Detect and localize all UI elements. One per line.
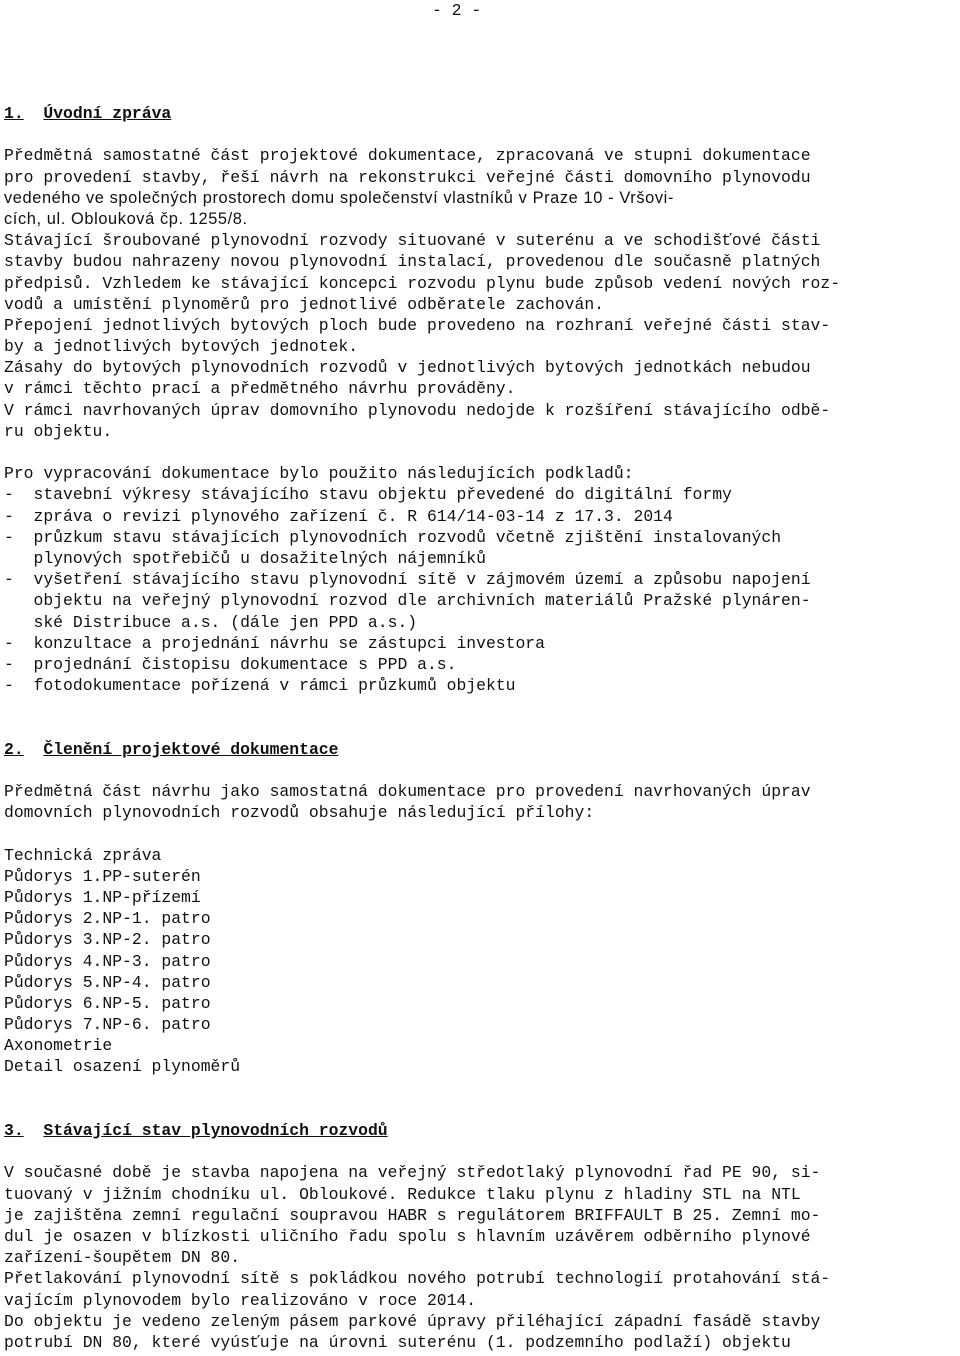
section-1-paragraph bbox=[4, 145, 954, 442]
section-2-paragraph bbox=[4, 781, 954, 823]
section-2-number: 2. bbox=[4, 739, 24, 759]
section-1-number: 1. bbox=[4, 104, 24, 123]
text-line: vedeného ve společných prostorech domu společenství vlastníků v Praze 10 - Vršovi- bbox=[4, 188, 674, 207]
section-1-title: Úvodní zpráva bbox=[43, 104, 172, 123]
text-line: V rámci navrhovaných úprav domovního plynovodu nedojde k rozšíření stávajícího odbě- bbox=[4, 400, 831, 420]
text-line: by a jednotlivých bytových jednotek. bbox=[4, 337, 359, 357]
text-line: dul je osazen v blízkosti uličního řadu spolu s hlavním uzávěrem odběrního plynové bbox=[4, 1226, 811, 1246]
text-line: vodů a umístění plynoměrů pro jednotlivé odběratele zachován. bbox=[4, 294, 604, 314]
text-line: Předmětná část návrhu jako samostatná dokumentace pro provedení navrhovaných úprav bbox=[4, 782, 811, 801]
list-item: - stavební výkresy stávajícího stavu objektu převedené do digitální formy bbox=[4, 485, 732, 505]
section-2-title: Členění projektové dokumentace bbox=[43, 739, 339, 759]
list-item: objektu na veřejný plynovodní rozvod dle archivních materiálů Pražské plynáren- bbox=[4, 591, 811, 611]
list-item: Půdorys 7.NP-6. patro bbox=[4, 1015, 211, 1035]
text-line: V současné době je stavba napojena na veřejný středotlaký plynovodní řad PE 90, si- bbox=[4, 1163, 821, 1183]
list-item: plynových spotřebičů u dosažitelných nájemníků bbox=[4, 548, 486, 568]
text-line: domovních plynovodních rozvodů obsahuje následující přílohy: bbox=[4, 803, 595, 823]
section-3-title: Stávající stav plynovodních rozvodů bbox=[43, 1121, 388, 1140]
section-3-paragraph bbox=[4, 1162, 954, 1353]
sources-list bbox=[4, 484, 954, 696]
text-line: v rámci těchto prací a předmětného návrhu prováděny. bbox=[4, 379, 516, 399]
text-line: potrubí DN 80, které vyúsťuje na úrovni suterénu (1. podzemního podlaží) objektu bbox=[4, 1332, 791, 1352]
text-line: Přetlakování plynovodní sítě s pokládkou nového potrubí technologií protahování stá- bbox=[4, 1269, 831, 1289]
text-line: tuovaný v jižním chodníku ul. Obloukové. Redukce tlaku plynu z hladiny STL na NTL bbox=[4, 1184, 801, 1204]
list-item: - zpráva o revizi plynového zařízení č. R 614/14-03-14 z 17.3. 2014 bbox=[4, 506, 673, 526]
list-item: Půdorys 5.NP-4. patro bbox=[4, 972, 211, 992]
list-item: - konzultace a projednání návrhu se zástupci investora bbox=[4, 633, 545, 653]
text-line: je zajištěna zemní regulační soupravou HABR s regulátorem BRIFFAULT B 25. Zemní mo- bbox=[4, 1205, 821, 1225]
list-item: Půdorys 3.NP-2. patro bbox=[4, 930, 211, 950]
list-item: - průzkum stavu stávajících plynovodních rozvodů včetně zjištění instalovaných bbox=[4, 527, 782, 547]
attachments-list bbox=[4, 845, 954, 1078]
section-2-heading bbox=[4, 739, 954, 760]
text-line: vajícím plynovodem bylo realizováno v roce 2014. bbox=[4, 1290, 477, 1310]
list-item: Půdorys 6.NP-5. patro bbox=[4, 993, 211, 1013]
list-item: Technická zpráva bbox=[4, 845, 162, 865]
text-line: cích, ul. Oblouková čp. 1255/8. bbox=[4, 209, 248, 228]
list-item: ské Distribuce a.s. (dále jen PPD a.s.) bbox=[4, 612, 418, 632]
list-item: Detail osazení plynoměrů bbox=[4, 1057, 241, 1077]
text-line: Do objektu je vedeno zeleným pásem parkové úpravy přiléhající západní fasádě stavby bbox=[4, 1311, 821, 1331]
list-item: Půdorys 1.NP-přízemí bbox=[4, 887, 201, 907]
section-3-number: 3. bbox=[4, 1121, 24, 1140]
text-line: předpisů. Vzhledem ke stávající koncepci rozvodu plynu bude způsob vedení nových roz- bbox=[4, 273, 841, 293]
list-item: - vyšetření stávajícího stavu plynovodní sítě v zájmovém území a způsobu napojení bbox=[4, 570, 811, 590]
text-line: Stávající šroubované plynovodní rozvody situované v suterénu a ve schodišťové části bbox=[4, 231, 821, 251]
text-line: stavby budou nahrazeny novou plynovodní instalací, provedenou dle současně platných bbox=[4, 252, 821, 272]
list-item: - fotodokumentace pořízená v rámci průzkumů objektu bbox=[4, 676, 516, 696]
list-item: Půdorys 4.NP-3. patro bbox=[4, 951, 211, 971]
list-item: Půdorys 1.PP-suterén bbox=[4, 866, 201, 886]
list-item: Axonometrie bbox=[4, 1036, 113, 1056]
text-line: zařízení-šoupětem DN 80. bbox=[4, 1248, 241, 1268]
page-number: - 2 - bbox=[432, 1, 482, 20]
document-content bbox=[4, 103, 954, 1353]
list-item: - projednání čistopisu dokumentace s PPD a.s. bbox=[4, 654, 457, 674]
list-item: Půdorys 2.NP-1. patro bbox=[4, 909, 211, 929]
section-3-heading bbox=[4, 1120, 954, 1141]
text-line: Zásahy do bytových plynovodních rozvodů v jednotlivých bytových jednotkách nebudou bbox=[4, 358, 811, 378]
section-1-heading bbox=[4, 103, 954, 124]
text-line: Přepojení jednotlivých bytových ploch bude provedeno na rozhraní veřejné části stav- bbox=[4, 315, 831, 335]
text-line: ru objektu. bbox=[4, 421, 113, 441]
sources-intro: Pro vypracování dokumentace bylo použito následujících podkladů: bbox=[4, 464, 634, 484]
text-line: pro provedení stavby, řeší návrh na rekonstrukci veřejné části domovního plynovodu bbox=[4, 167, 811, 187]
text-line: Předmětná samostatné část projektové dokumentace, zpracovaná ve stupni dokumentace bbox=[4, 146, 811, 166]
